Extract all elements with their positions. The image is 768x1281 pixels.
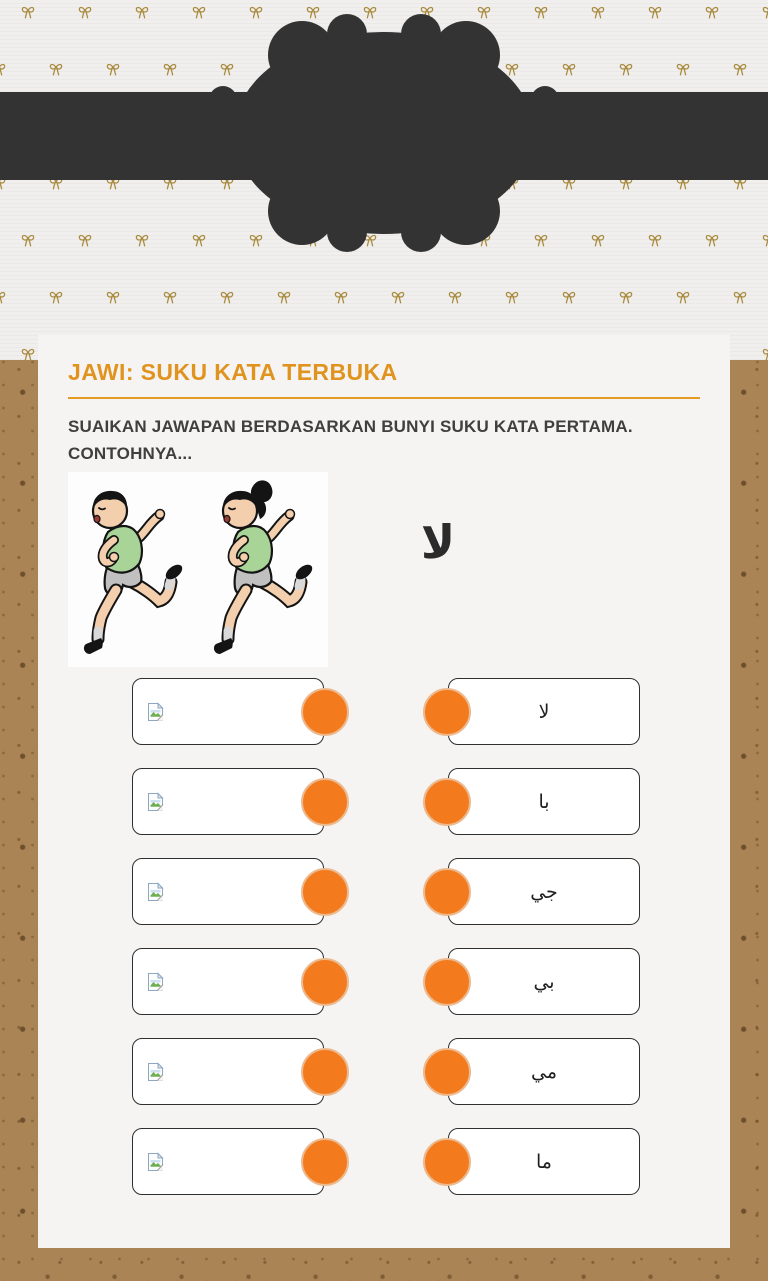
match-connector-dot[interactable] [423, 688, 471, 736]
match-connector-dot[interactable] [423, 958, 471, 1006]
match-right-item[interactable] [448, 1038, 640, 1105]
match-right-label: بي [533, 970, 555, 993]
match-row [38, 768, 730, 836]
example-syllable: لا [420, 515, 456, 569]
match-right-label: لا [538, 700, 550, 723]
match-right-item[interactable] [448, 678, 640, 745]
match-row [38, 678, 730, 746]
match-left-item[interactable] [132, 858, 324, 925]
match-right-item[interactable] [448, 858, 640, 925]
match-right-item[interactable] [448, 1128, 640, 1195]
match-right-item[interactable] [448, 948, 640, 1015]
ornate-badge [199, 10, 569, 256]
match-connector-dot[interactable] [301, 868, 349, 916]
match-row [38, 1038, 730, 1106]
broken-image-icon [147, 1152, 165, 1172]
page-title: JAWI: SUKU KATA TERBUKA [68, 359, 398, 385]
match-left-item[interactable] [132, 1038, 324, 1105]
match-connector-dot[interactable] [301, 688, 349, 736]
match-connector-dot[interactable] [423, 1138, 471, 1186]
broken-image-icon [147, 792, 165, 812]
match-connector-dot[interactable] [423, 868, 471, 916]
match-left-item[interactable] [132, 678, 324, 745]
broken-image-icon [147, 882, 165, 902]
match-connector-dot[interactable] [301, 958, 349, 1006]
match-row [38, 858, 730, 926]
instructions-text [68, 413, 678, 467]
title-divider [68, 397, 700, 399]
instructions-line2: CONTOHNYA... [68, 444, 193, 463]
match-connector-dot[interactable] [301, 778, 349, 826]
match-row [38, 1128, 730, 1196]
worksheet-card [38, 335, 730, 1248]
match-row [38, 948, 730, 1016]
broken-image-icon [147, 1062, 165, 1082]
match-connector-dot[interactable] [301, 1048, 349, 1096]
match-right-label: جي [530, 880, 558, 903]
children-running-image [68, 472, 328, 667]
match-right-label: مي [530, 1060, 557, 1083]
match-connector-dot[interactable] [301, 1138, 349, 1186]
match-right-label: با [538, 790, 550, 813]
instructions-line1: SUAIKAN JAWAPAN BERDASARKAN BUNYI SUKU KATA PERTAMA. [68, 417, 633, 436]
broken-image-icon [147, 702, 165, 722]
match-left-item[interactable] [132, 948, 324, 1015]
match-connector-dot[interactable] [423, 1048, 471, 1096]
match-right-label: ما [536, 1150, 552, 1173]
match-left-item[interactable] [132, 768, 324, 835]
match-list [38, 678, 730, 1218]
match-left-item[interactable] [132, 1128, 324, 1195]
header-banner [0, 0, 768, 360]
broken-image-icon [147, 972, 165, 992]
match-connector-dot[interactable] [423, 778, 471, 826]
match-right-item[interactable] [448, 768, 640, 835]
